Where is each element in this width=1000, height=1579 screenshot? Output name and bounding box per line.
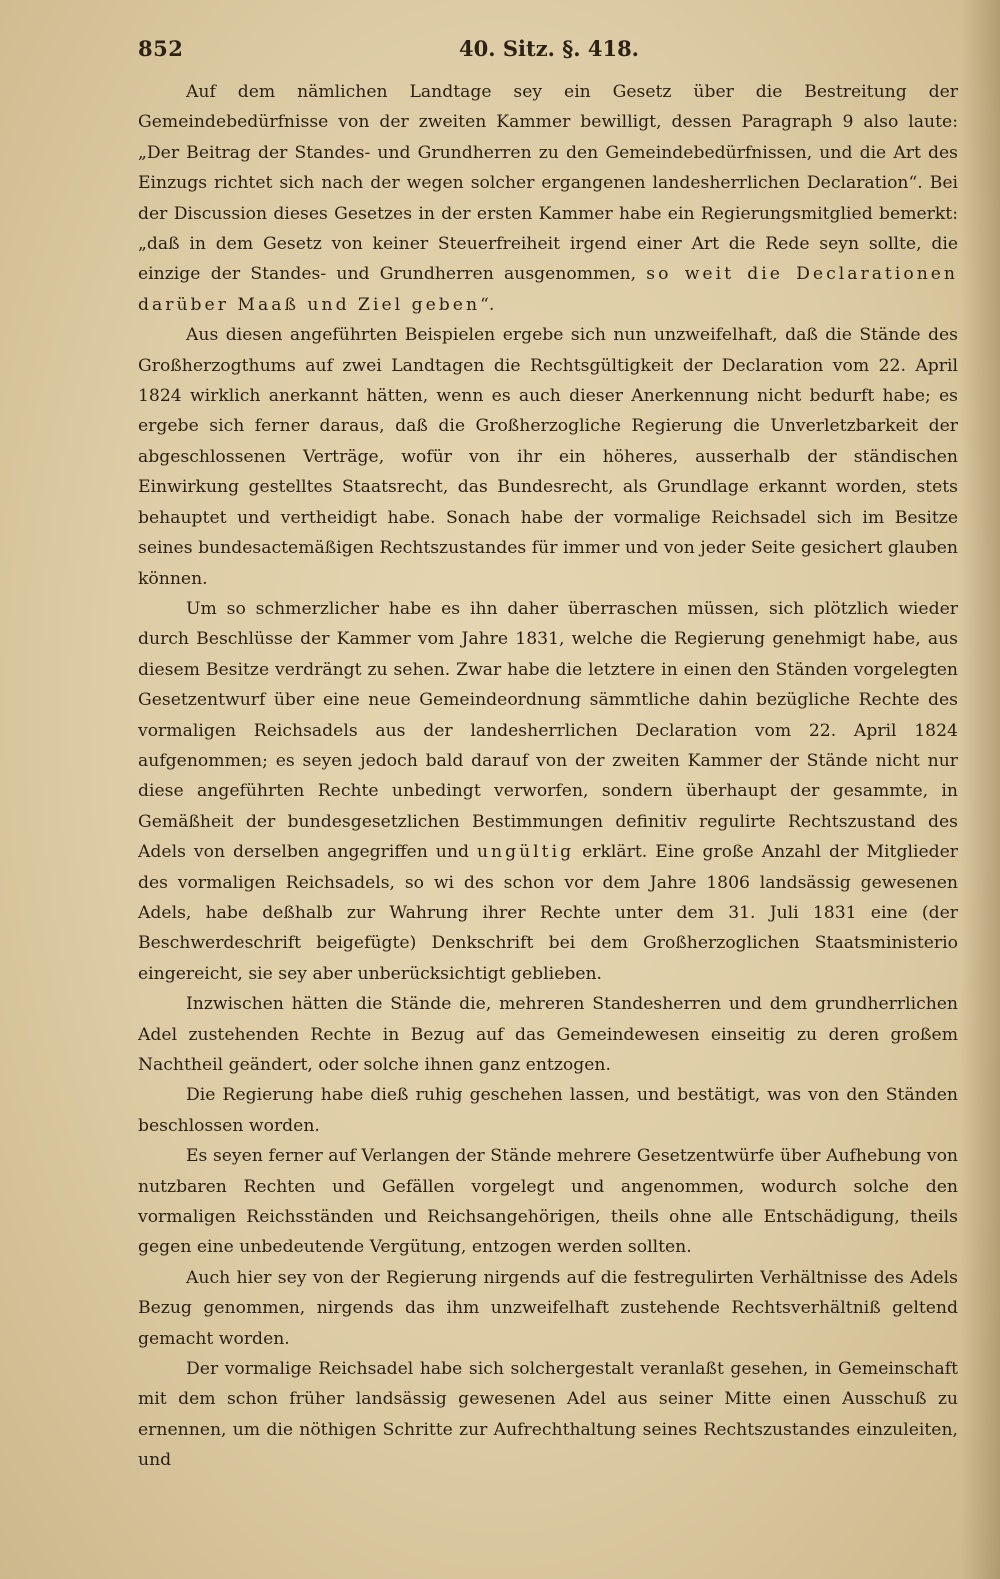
paragraph-3	[138, 594, 958, 989]
spaced-emphasis-ungueltig: ungültig	[476, 842, 575, 863]
paragraph-1	[138, 77, 958, 320]
paragraph-8: Der vormalige Reichsadel habe sich solchergestalt veranlaßt gesehen, in Gemeinschaft mit dem schon früher landsässig gewesenen Adel aus seiner Mitte einen Ausschuß zu ernennen, um die nöthigen Schritte zur Aufrechthaltung seines Rechtszustandes einzuleiten, und	[138, 1359, 958, 1471]
paragraph-1-text: Auf dem nämlichen Landtage sey ein Gesetz über die Bestreitung der Gemeindebedürfnisse von der zweiten Kammer bewilligt, dessen Paragraph 9 also laute: „Der Beitrag der Standes- und Grundherren zu den Gemeindebedürfnissen, und die Art des Einzugs richtet sich nach der wegen solcher ergangenen landesherrlichen Declaration“. Bei der Discussion dieses Gesetzes in der ersten Kammer habe ein Regierungsmitglied bemerkt: „daß in dem Gesetz von keiner Steuerfreiheit irgend einer Art die Rede seyn sollte, die einzige der Standes- und Grundherren ausgenommen,	[138, 82, 958, 285]
paragraph-7: Auch hier sey von der Regierung nirgends auf die festregulirten Verhältnisse des Adels Bezug genommen, nirgends das ihm unzweifelhaft zustehende Rechtsverhältniß geltend gemacht worden.	[138, 1267, 958, 1349]
spaced-emphasis: so weit die Declarationen darüber Maaß und Ziel geben	[138, 264, 958, 315]
paragraph-2: Aus diesen angeführten Beispielen ergebe sich nun unzweifelhaft, daß die Stände des Großherzogthums auf zwei Landtagen die Rechtsgültigkeit der Declaration vom 22. April 1824 wirklich anerkannt hätten, wenn es auch dieser Anerkennung nicht bedurft habe; es ergebe sich ferner daraus, daß die Großherzogliche Regierung die Unverletzbarkeit der abgeschlossenen Verträge, wofür von ihr ein höheres, ausserhalb der ständischen Einwirkung gestelltes Staatsrecht, das Bundesrecht, als Grundlage erkannt worden, stets behauptet und vertheidigt habe. Sonach habe der vormalige Reichsadel sich im Besitze seines bundesactemäßigen Rechtszustandes für immer und von jeder Seite gesichert glauben können.	[138, 325, 958, 589]
running-head	[138, 36, 960, 68]
paragraph-3-end: erklärt. Eine große Anzahl der Mitglieder des vormaligen Reichsadels, so wi des schon vor dem Jahre 1806 landsässig gewesenen Adels, habe deßhalb zur Wahrung ihrer Rechte unter dem 31. Juli 1831 eine (der Beschwerdeschrift beigefügte) Denkschrift bei dem Großherzoglichen Staatsministerio eingereicht, sie sey aber unberücksichtigt geblieben.	[138, 842, 958, 984]
page-number: 852	[138, 36, 184, 61]
paragraph-5: Die Regierung habe dieß ruhig geschehen lassen, und bestätigt, was von den Ständen beschlossen worden.	[138, 1085, 958, 1136]
paragraph-3-text: Um so schmerzlicher habe es ihn daher überraschen müssen, sich plötzlich wieder durch Beschlüsse der Kammer vom Jahre 1831, welche die Regierung genehmigt habe, aus diesem Besitze verdrängt zu sehen. Zwar habe die letztere in einen den Ständen vorgelegten Gesetzentwurf über eine neue Gemeindeordnung sämmtliche dahin bezügliche Rechte des vormaligen Reichsadels aus der landesherrlichen Declaration vom 22. April 1824 aufgenommen; es seyen jedoch bald darauf von der zweiten Kammer der Stände nicht nur diese angeführten Rechte unbedingt verworfen, sondern überhaupt der gesammte, in Gemäßheit der bundesgesetzlichen Bestimmungen definitiv regulirte Rechtszustand des Adels von derselben angegriffen und	[138, 598, 958, 863]
paragraph-1-end: “.	[480, 294, 495, 315]
body-text	[138, 77, 958, 1476]
session-reference: 40. Sitz. §. 418.	[459, 36, 639, 61]
paragraph-4: Inzwischen hätten die Stände die, mehreren Standesherren und dem grundherrlichen Adel zustehenden Rechte in Bezug auf das Gemeindewesen einseitig zu deren großem Nachtheil geändert, oder solche ihnen ganz entzogen.	[138, 994, 958, 1075]
paragraph-6: Es seyen ferner auf Verlangen der Stände mehrere Gesetzentwürfe über Aufhebung von nutzbaren Rechten und Gefällen vorgelegt und angenommen, wodurch solche den vormaligen Reichsständen und Reichsangehörigen, theils ohne alle Entschädigung, theils gegen eine unbedeutende Vergütung, entzogen werden sollten.	[138, 1146, 958, 1258]
